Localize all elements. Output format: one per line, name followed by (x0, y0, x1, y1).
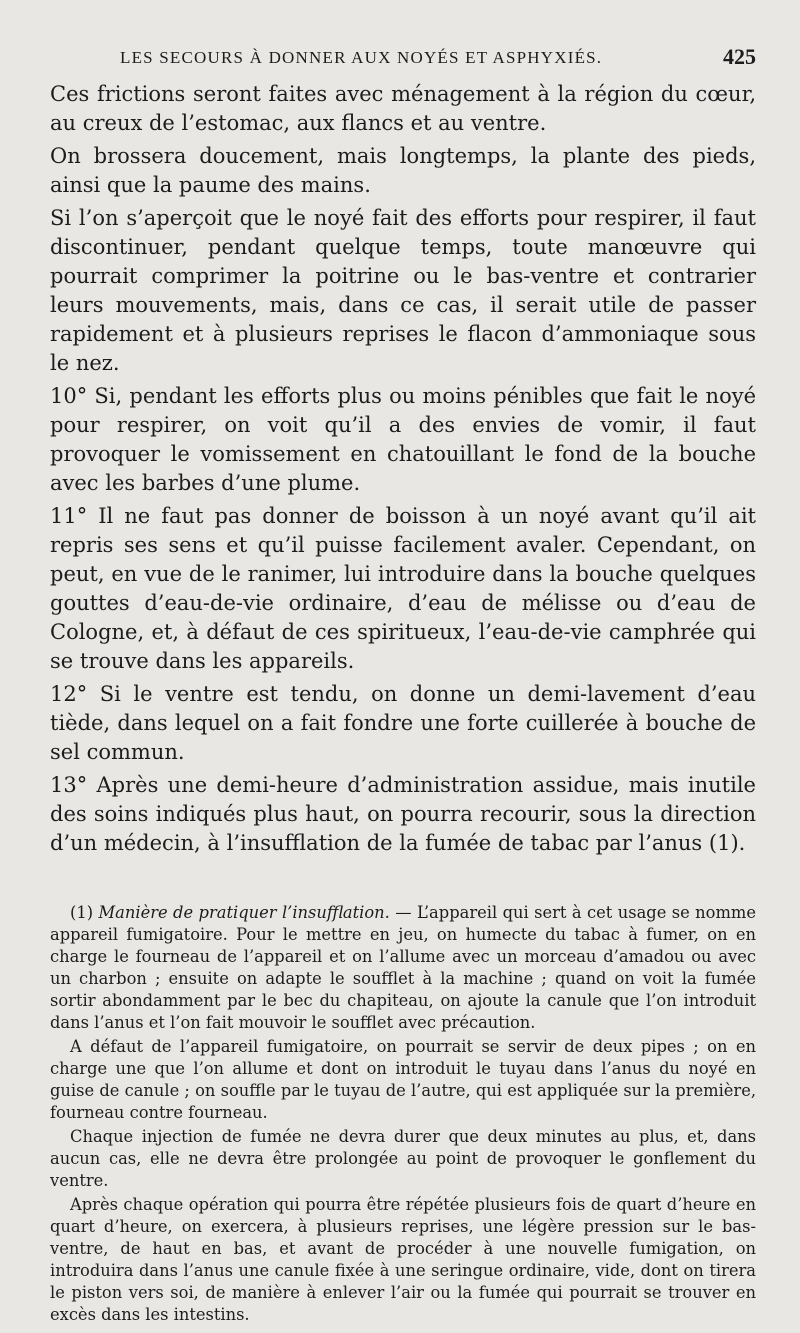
footnote (50, 902, 756, 1326)
page-number: 425 (723, 44, 756, 69)
paragraph: On brossera doucement, mais longtemps, la plante des pieds, ainsi que la paume des mains. (50, 144, 756, 197)
paragraph: 12° Si le ventre est tendu, on donne un demi-lavement d’eau tiède, dans lequel on a fait fondre une forte cuillerée à bouche de sel commun. (50, 682, 756, 764)
page-header (50, 40, 756, 80)
main-text (50, 80, 756, 858)
paragraph: Ces frictions seront faites avec ménagement à la région du cœur, au creux de l’estomac, aux flancs et au ventre. (50, 82, 756, 135)
footnote-lead: — L’appareil qui sert à cet usage se nomme appareil fumigatoire. Pour le mettre en jeu, on humecte du tabac à fumer, on en charge le fourneau de l’appareil et on l’allume avec un morceau d’amadou ou avec un charbon ; ensuite on adapte le soufflet à la machine ; quand on voit la fumée sortir abondamment par le bec du chapiteau, on ajoute la canule que l’on introduit dans l’anus et l’on fait mouvoir le soufflet avec précaution. (50, 903, 756, 1032)
paragraph: 11° Il ne faut pas donner de boisson à un noyé avant qu’il ait repris ses sens et qu’il puisse facilement avaler. Cependant, on peut, en vue de le ranimer, lui introduire dans la bouche quelques gouttes d’eau-de-vie ordinaire, d’eau de mélisse ou d’eau de Cologne, et, à défaut de ces spiritueux, l’eau-de-vie camphrée qui se trouve dans les appareils. (50, 504, 756, 673)
paragraph: Si l’on s’aperçoit que le noyé fait des efforts pour respirer, il faut discontinuer, pendant quelque temps, toute manœuvre qui pourrait comprimer la poitrine ou le bas-ventre et contrarier leurs mouvements, mais, dans ce cas, il serait utile de passer rapidement et à plusieurs reprises le flacon d’ammoniaque sous le nez. (50, 206, 756, 375)
footnote-title: Manière de pratiquer l’insufflation. (98, 903, 390, 922)
footnote-marker: (1) (70, 903, 94, 922)
footnote-paragraph: Chaque injection de fumée ne devra durer que deux minutes au plus, et, dans aucun cas, elle ne devra être prolongée au point de provoquer le gonflement du ventre. (50, 1127, 756, 1190)
paragraph: 10° Si, pendant les efforts plus ou moins pénibles que fait le noyé pour respirer, on voit qu’il a des envies de vomir, il faut provoquer le vomissement en chatouillant le fond de la bouche avec les barbes d’une plume. (50, 384, 756, 495)
running-title: LES SECOURS À DONNER AUX NOYÉS ET ASPHYXIÉS. (120, 48, 603, 67)
footnote-paragraph: Après chaque opération qui pourra être répétée plusieurs fois de quart d’heure en quart d’heure, on exercera, à plusieurs reprises, une légère pression sur le bas-ventre, de haut en bas, et avant de procéder à une nouvelle fumigation, on introduira dans l’anus une canule fixée à une seringue ordinaire, vide, dont on tirera le piston vers soi, de manière à enlever l’air ou la fumée qui pourrait se trouver en excès dans les intestins. (50, 1195, 756, 1324)
paragraph: 13° Après une demi-heure d’administration assidue, mais inutile des soins indiqués plus haut, on pourra recourir, sous la direction d’un médecin, à l’insufflation de la fumée de tabac par l’anus (1). (50, 773, 756, 855)
footnote-paragraph: A défaut de l’appareil fumigatoire, on pourrait se servir de deux pipes ; on en charge une que l’on allume et dont on introduit le tuyau dans l’anus du noyé en guise de canule ; on souffle par le tuyau de l’autre, qui est appliquée sur la première, fourneau contre fourneau. (50, 1037, 756, 1122)
footnote-first-paragraph (50, 902, 756, 1034)
